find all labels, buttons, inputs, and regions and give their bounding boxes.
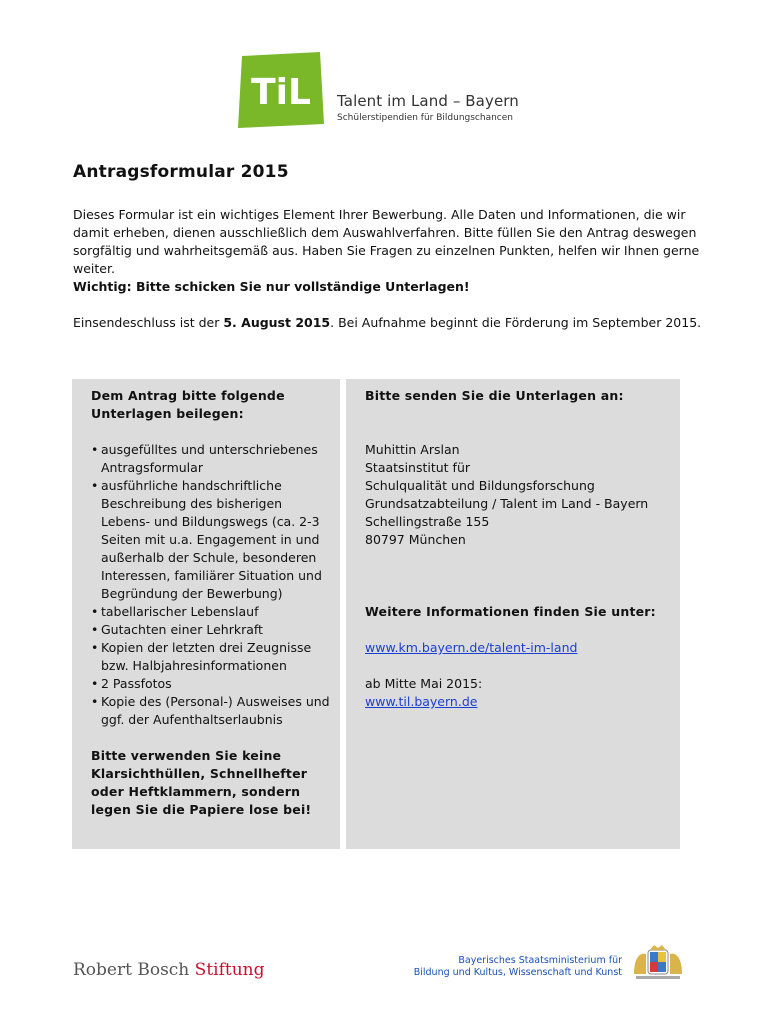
list-item: • tabellarischer Lebenslauf [91,603,331,621]
deadline-suffix: . Bei Aufnahme beginnt die Förderung im September 2015. [330,315,702,330]
list-item: • Kopie des (Personal-) Ausweises und ggf. der Aufenthaltserlaubnis [91,693,331,729]
logo-mark-text: TiL [251,72,311,113]
send-to-heading: Bitte senden Sie die Unterlagen an: [365,388,624,403]
intro-important: Wichtig: Bitte schicken Sie nur vollständige Unterlagen! [73,279,470,294]
later-note: ab Mitte Mai 2015: [365,676,483,691]
address-line: 80797 München [365,532,466,547]
list-item: • Gutachten einer Lehrkraft [91,621,331,639]
documents-box [72,379,340,849]
address-line: Muhittin Arslan [365,442,460,457]
address-line: Staatsinstitut für [365,460,471,475]
documents-heading: Dem Antrag bitte folgende Unterlagen beilegen: [91,388,285,421]
intro-paragraph [73,206,703,296]
documents-list [91,441,331,729]
bavarian-crest-icon [630,944,686,982]
bosch-name: Robert Bosch [73,960,190,980]
deadline-paragraph [73,314,703,332]
ministry-line1: Bayerisches Staatsministerium für [458,955,622,966]
logo-subtitle: Schülerstipendien für Bildungschancen [337,113,513,123]
logo-text [337,92,519,123]
list-item: • ausgefülltes und unterschriebenes Antragsformular [91,441,331,477]
list-item: • 2 Passfotos [91,675,331,693]
bosch-stiftung-logo [73,960,265,980]
address-line: Schulqualität und Bildungsforschung [365,478,595,493]
more-info-heading: Weitere Informationen finden Sie unter: [365,604,656,619]
til-bayern-link[interactable]: www.til.bayern.de [365,694,478,709]
km-bayern-link[interactable]: www.km.bayern.de/talent-im-land [365,640,578,655]
ministry-logo-text [414,955,622,979]
list-item: • ausführliche handschriftliche Beschreibung des bisherigen Lebens- und Bildungswegs (ca. 2-3 Seiten mit u.a. Engagement in und außerhalb der Schule, besonderen Interessen, familiärer Situation und Begründung der Bewerbung) [91,477,331,603]
intro-text: Dieses Formular ist ein wichtiges Element Ihrer Bewerbung. Alle Daten und Informationen, die wir damit erheben, dienen ausschließlich dem Auswahlverfahren. Bitte füllen Sie den Antrag deswegen sorgfältig und wahrheitsgemäß aus. Haben Sie Fragen zu einzelnen Punkten, helfen wir Ihnen gerne weiter. [73,207,700,276]
address-box [346,379,680,849]
bosch-stiftung: Stiftung [194,960,265,980]
page-title: Antragsformular 2015 [73,162,289,182]
binding-warning: Bitte verwenden Sie keine Klarsichthüllen, Schnellhefter oder Heftklammern, sondern legen Sie die Papiere lose bei! [91,748,312,817]
ministry-line2: Bildung und Kultus, Wissenschaft und Kunst [413,967,622,978]
logo-title: Talent im Land – Bayern [337,92,519,110]
deadline-date: 5. August 2015 [223,315,331,330]
address-line: Schellingstraße 155 [365,514,490,529]
address-line: Grundsatzabteilung / Talent im Land - Bayern [365,496,649,511]
postal-address [365,441,680,549]
list-item: • Kopien der letzten drei Zeugnisse bzw. Halbjahresinformationen [91,639,331,675]
deadline-prefix: Einsendeschluss ist der [73,315,224,330]
til-logo-icon [238,52,324,128]
